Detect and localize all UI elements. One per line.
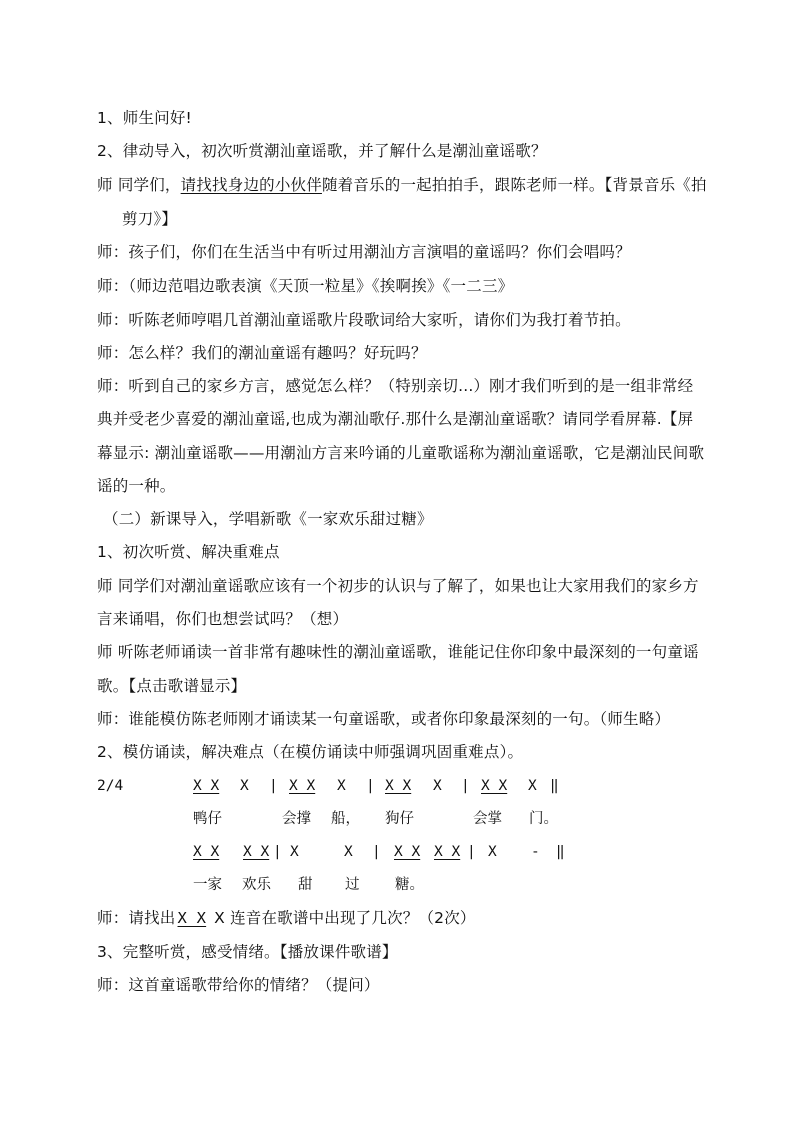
lyric: 船， — [331, 811, 360, 827]
paragraph: 谣的一种。 — [97, 477, 176, 495]
underlined-rhythm: X X — [177, 909, 207, 927]
bar-line: | — [461, 778, 470, 794]
paragraph: 歌。【点击歌谱显示】 — [97, 677, 247, 695]
section-heading: （二）新课导入，学唱新歌《一家欢乐甜过糖》 — [103, 510, 433, 528]
rhythm-note: X — [344, 844, 353, 860]
paragraph: 2、模仿诵读，解决难点（在模仿诵读中师强调巩固重难点）。 — [97, 743, 524, 761]
lyric: 甜 — [298, 877, 313, 893]
bar-line: | — [467, 844, 476, 860]
paragraph: 师：怎么样？我们的潮汕童谣有趣吗？好玩吗？ — [97, 344, 427, 362]
paragraph: 师 听陈老师诵读一首非常有趣味性的潮汕童谣歌，谁能记住你印象中最深刻的一句童谣 — [97, 643, 699, 661]
rhythm-note: X — [240, 778, 249, 794]
paragraph — [97, 176, 707, 194]
rhythm-note: X X — [385, 778, 412, 794]
rhythm-note: X — [290, 844, 299, 860]
text-run: 随着音乐的一起拍拍手，跟陈老师一样。【背景音乐《拍 — [321, 176, 707, 194]
paragraph: 师：这首童谣歌带给你的情绪？（提问） — [97, 976, 380, 994]
time-signature: 2/4 — [97, 778, 124, 794]
bar-line: | — [273, 844, 282, 860]
paragraph: 言来诵唱，你们也想尝试吗？（想） — [97, 610, 349, 628]
paragraph: 师：听陈老师哼唱几首潮汕童谣歌片段歌词给大家听，请你们为我打着节拍。 — [97, 311, 631, 329]
rhythm-note: X X — [193, 778, 220, 794]
underlined-text: 请找找身边的小伙伴 — [180, 176, 322, 194]
paragraph: 3、完整听赏，感受情绪。【播放课件歌谱】 — [97, 943, 398, 961]
rhythm-note: X X — [289, 778, 316, 794]
rest-dash: - — [531, 844, 540, 860]
lyric: 鸭仔 — [193, 811, 222, 827]
paragraph: 幕显示: 潮汕童谣歌——用潮汕方言来吟诵的儿童歌谣称为潮汕童谣歌，它是潮汕民间歌 — [97, 444, 705, 462]
paragraph: 1、师生问好! — [97, 109, 192, 127]
lyric: 过 — [345, 877, 360, 893]
rhythm-note: X — [528, 778, 537, 794]
lyric: 欢乐 — [242, 877, 271, 893]
rhythm-note: X — [337, 778, 346, 794]
lyric: 糖。 — [395, 877, 424, 893]
rhythm-note: X X — [394, 844, 421, 860]
paragraph: 1、初次听赏、解决重难点 — [97, 543, 280, 561]
text-run: X 连音在歌谱中出现了几次？（2次） — [214, 909, 476, 927]
lyric: 会掌 — [473, 811, 502, 827]
bar-line: | — [269, 778, 278, 794]
rhythm-note: X — [488, 844, 497, 860]
rhythm-note: X X — [193, 844, 220, 860]
lyric: 狗仔 — [385, 811, 414, 827]
text-run: 师 同学们， — [97, 176, 181, 194]
paragraph: 2、律动导入，初次听赏潮汕童谣歌，并了解什么是潮汕童谣歌？ — [97, 142, 547, 160]
bar-line: | — [366, 778, 375, 794]
paragraph: 师：听到自己的家乡方言，感觉怎么样？（特别亲切...）刚才我们听到的是一组非常经 — [97, 377, 694, 395]
rhythm-note: X X — [243, 844, 270, 860]
end-bar-line: ‖ — [556, 844, 565, 860]
paragraph: 师：孩子们，你们在生活当中有听过用潮汕方言演唱的童谣吗？你们会唱吗？ — [97, 243, 631, 261]
paragraph: 师：（师边范唱边歌表演《天顶一粒星》《挨啊挨》《一二三》 — [97, 277, 514, 295]
rhythm-note: X X — [434, 844, 461, 860]
rhythm-note: X X — [481, 778, 508, 794]
rhythm-note: X — [433, 778, 442, 794]
paragraph: 师：谁能模仿陈老师刚才诵读某一句童谣歌，或者你印象最深刻的一句。（师生略） — [97, 710, 671, 728]
lyric: 一家 — [193, 877, 222, 893]
paragraph: 师 同学们对潮汕童谣歌应该有一个初步的认识与了解了，如果也让大家用我们的家乡方 — [97, 577, 699, 595]
lyric: 会撑 — [282, 811, 311, 827]
lyric: 门。 — [529, 811, 558, 827]
paragraph: 剪刀》】 — [122, 210, 178, 228]
text-run: 师：请找出 — [97, 909, 176, 927]
paragraph — [97, 909, 476, 927]
paragraph: 典并受老少喜爱的潮汕童谣,也成为潮汕歌仔.那什么是潮汕童谣歌？请同学看屏幕.【屏 — [97, 410, 694, 428]
bar-line: | — [372, 844, 381, 860]
end-bar-line: ‖ — [550, 778, 559, 794]
